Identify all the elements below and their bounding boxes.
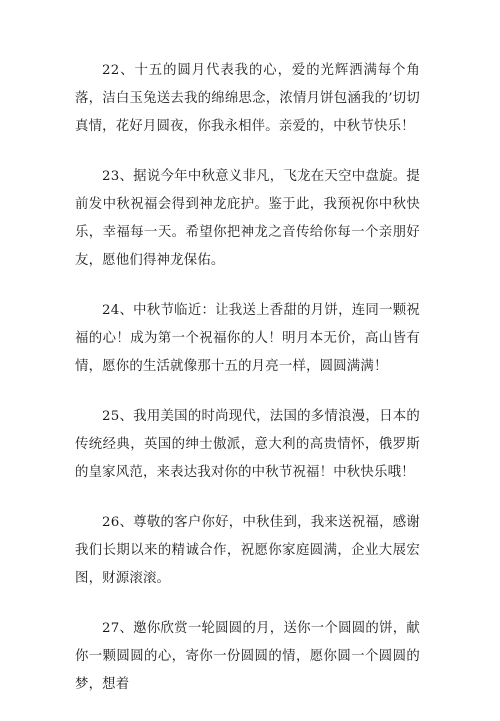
document-body bbox=[75, 57, 420, 721]
paragraph-27: 27、邀你欣赏一轮圆圆的月，送你一个圆圆的饼，献你一颗圆圆的心，寄你一份圆圆的情，愿你圆一个圆圆的梦，想着 bbox=[75, 621, 420, 692]
paragraph-23: 23、据说今年中秋意义非凡，飞龙在天空中盘旋。提前发中秋祝福会得到神龙庇护。鉴于此，我预祝你中秋快乐，幸福每一天。希望你把神龙之音传给你每一个亲朋好友，愿他们得神龙保佑。 bbox=[75, 169, 420, 268]
paragraph-22: 22、十五的圆月代表我的心，爱的光辉洒满每个角落，洁白玉兔送去我的绵绵思念，浓情月饼包涵我的’切切真情，花好月圆夜，你我永相伴。亲爱的，中秋节快乐！ bbox=[75, 63, 420, 134]
paragraph-25: 25、我用美国的时尚现代，法国的多情浪漫，日本的传统经典，英国的绅士傲派，意大利的高贵情怀，俄罗斯的皇家风范，来表达我对你的中秋节祝福！中秋快乐哦！ bbox=[75, 409, 420, 480]
paragraph-24: 24、中秋节临近：让我送上香甜的月饼，连同一颗祝福的心！成为第一个祝福你的人！明月本无价，高山皆有情，愿你的生活就像那十五的月亮一样，圆圆满满！ bbox=[75, 303, 420, 374]
paragraph-26: 26、尊敬的客户你好，中秋佳到，我来送祝福，感谢我们长期以来的精诚合作，祝愿你家庭圆满，企业大展宏图，财源滚滚。 bbox=[75, 515, 420, 586]
